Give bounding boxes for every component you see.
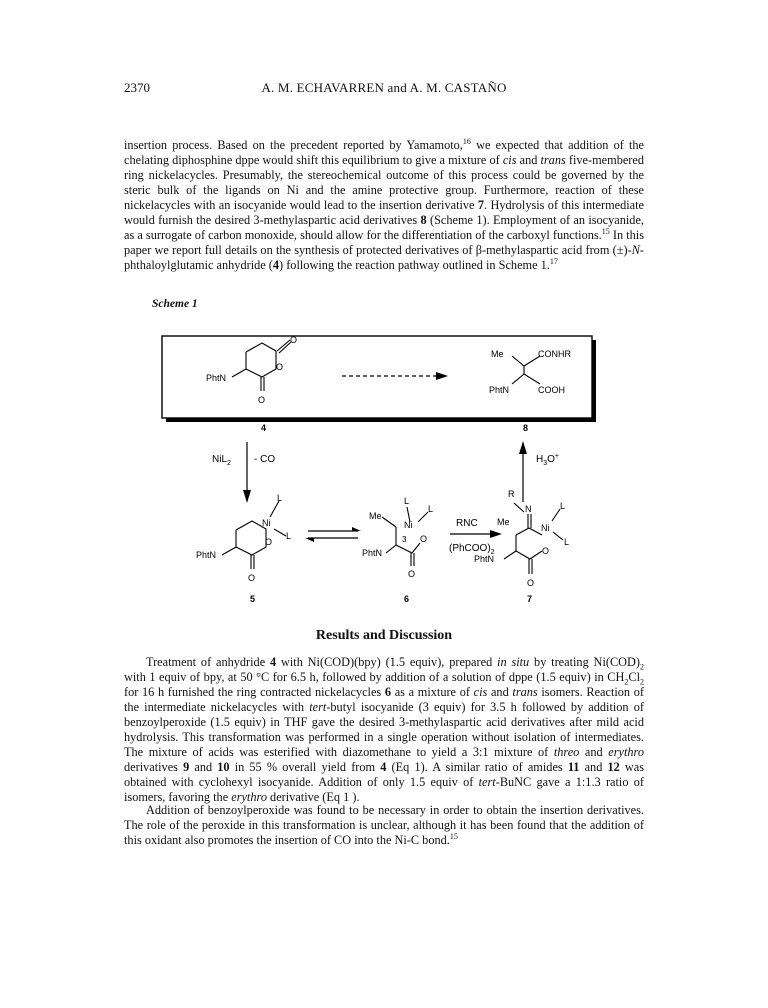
scheme-label: Scheme 1 <box>152 298 198 310</box>
equilibrium-forward-head <box>352 527 361 531</box>
compound-7-carbonyl-o: O <box>527 578 535 588</box>
compound-7-ring-o: O <box>542 546 550 556</box>
paragraph-peroxide: Addition of benzoylperoxide was found to be necessary in order to obtain the insertion derivatives. The role of the peroxide in this transformation is unclear, although it has been found that the addition of this oxidant also promotes the insertion of CO into the Ni-C bond.$^{15}$ <box>124 803 644 847</box>
reagent-rnc: RNC <box>456 518 478 529</box>
compound-4-label: 4 <box>261 423 267 433</box>
compound-6-ring-o: O <box>420 534 428 544</box>
reagent-minus-co: - CO <box>254 454 276 465</box>
compound-6-label: 6 <box>404 594 410 604</box>
compound-8-phtn: PhtN <box>489 385 510 395</box>
reagent-h3o: $H_3O^+$ <box>536 453 560 467</box>
compound-7-structure <box>504 501 566 574</box>
compound-5-l-top: L <box>277 493 283 503</box>
compound-7-label: 7 <box>527 594 533 604</box>
reagent-nil2: NiL$_2$ <box>212 454 231 467</box>
compound-6-ni: Ni <box>404 520 413 530</box>
scheme-box <box>162 336 592 418</box>
paragraph-results: Treatment of anhydride 4 with Ni(COD)(bpy) (1.5 equiv), prepared in situ by treating $Ni(COD)_2$ with 1 equiv of bpy, at 50 °C for 6.5 h, followed by addition of a solution of dppe (1.5 equiv) in $CH_2Cl_2$ for 16 h furnished the ring contracted nickelacycles 6 as a mixture of cis and trans isomers. Reaction of the intermediate nickelacycles with tert-butyl isocyanide (3 equiv) for 3.5 h followed by addition of benzoylperoxide (1.5 equiv) in THF gave the desired 3-methylaspartic acid derivatives after mild acid hydrolysis. This transformation was performed in a single operation without isolation of intermediates. The mixture of acids was esterified with diazomethane to yield a 3:1 mixture of threo and erythro derivatives 9 and 10 in 55 % overall yield from 4 (Eq 1). A similar ratio of amides 11 and 12 was obtained with cyclohexyl isocyanide. Addition of only 1.5 equiv of tert-BuNC gave a 1:1.3 ratio of isomers, favoring the erythro derivative (Eq 1 ). <box>124 655 645 804</box>
compound-8-label: 8 <box>523 423 529 433</box>
compound-4-carbonyl-o-top: O <box>290 335 298 345</box>
compound-6-l-right: L <box>428 504 434 514</box>
compound-8-me: Me <box>491 349 504 359</box>
compound-4-carbonyl-o-bottom: O <box>258 395 266 405</box>
compound-7-me: Me <box>497 517 510 527</box>
section-title: Results and Discussion <box>315 628 453 643</box>
compound-5-l-right: L <box>286 531 292 541</box>
compound-5-carbonyl-o: O <box>248 573 256 583</box>
compound-5-ring-o: O <box>265 537 273 547</box>
compound-7-ni: Ni <box>541 523 550 533</box>
compound-4-ring-o: O <box>276 362 284 372</box>
reagent-benzoylperoxide: $(PhCOO)_2$ <box>449 543 495 556</box>
compound-5-structure <box>222 501 286 569</box>
compound-6-me: Me <box>369 511 382 521</box>
rnc-arrow-head <box>490 530 502 538</box>
compound-7-phtn: PhtN <box>474 554 495 564</box>
equilibrium-reverse-head <box>305 538 314 542</box>
compound-4-phtn: PhtN <box>206 373 227 383</box>
compound-5-ni: Ni <box>262 518 271 528</box>
compound-8-conhr: CONHR <box>538 349 571 359</box>
arrow-down-head <box>243 490 251 503</box>
compound-6-carbonyl-o: O <box>408 569 416 579</box>
compound-6-l-top: L <box>404 496 410 506</box>
running-head: A. M. ECHAVARREN and A. M. CASTAÑO <box>261 80 507 95</box>
compound-5-label: 5 <box>250 594 256 604</box>
compound-8-cooh: COOH <box>538 385 565 395</box>
arrow-up-head <box>519 441 527 454</box>
compound-7-l-right: L <box>564 537 570 547</box>
compound-6-ring-position: 3 <box>402 535 407 544</box>
compound-6-phtn: PhtN <box>362 548 383 558</box>
compound-5-phtn: PhtN <box>196 550 217 560</box>
page-number: 2370 <box>124 80 150 95</box>
paragraph-intro: insertion process. Based on the precedent reported by Yamamoto,$^{16}$ we expected that addition of the chelating diphosphine dppe would shift this equilibrium to give a mixture of cis and trans five-membered ring nickelacycles. Presumably, the stereochemical outcome of this process could be governed by the steric bulk of the ligands on Ni and the amine protective group. Furthermore, reaction of these nickelacycles with an isocyanide would lead to the insertion derivative 7. Hydrolysis of this intermediate would furnish the desired 3-methylaspartic acid derivatives 8 (Scheme 1). Employment of an isocyanide, as a surrogate of carbon monoxide, should allow for the differentiation of the carboxyl functions.$^{15}$ In this paper we report full details on the synthesis of protected derivatives of β-methylaspartic acid from (±)-N-phthaloylglutamic anhydride (4) following the reaction pathway outlined in Scheme 1.17 <box>124 136 645 272</box>
compound-7-l-top: L <box>560 501 566 511</box>
compound-7-n: N <box>525 504 532 514</box>
compound-7-r: R <box>508 489 515 499</box>
